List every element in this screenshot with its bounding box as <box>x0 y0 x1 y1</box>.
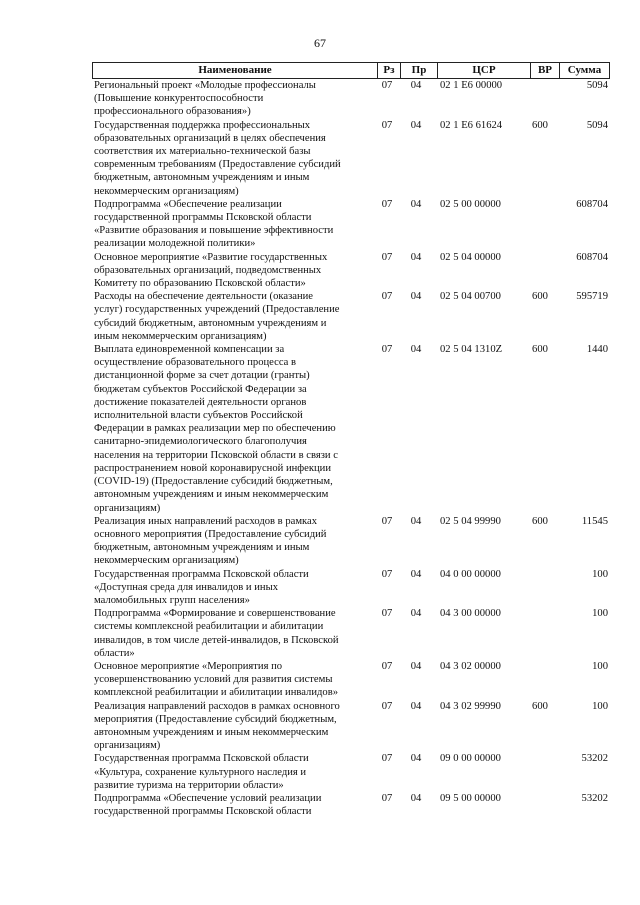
row-name-line: образовательных организаций в целях обеспечения <box>94 132 326 144</box>
row-csr: 02 1 E6 00000 <box>440 80 503 91</box>
row-name-line: иным некоммерческим организациям) <box>94 330 267 342</box>
row-name-line: системы комплексной реабилитации и абилитации <box>94 621 324 633</box>
row-name-line: санитарно-эпидемиологического благополучия <box>94 436 307 448</box>
row-name-line: усовершенствованию условий для развития системы <box>94 674 333 686</box>
table-row <box>92 700 610 753</box>
row-name-line: Подпрограмма «Формирование и совершенствование <box>94 608 336 620</box>
row-rz: 07 <box>381 344 393 356</box>
row-pr: 04 <box>410 753 422 765</box>
row-name-line: Основное мероприятие «Мероприятия по <box>94 660 283 672</box>
row-name-line: (Повышение конкурентоспособности <box>94 93 264 105</box>
row-name-line: основного мероприятия (Предоставление субсидий <box>94 528 327 540</box>
table-row <box>92 290 610 343</box>
row-name-line: области» <box>94 647 135 659</box>
row-pr: 04 <box>410 660 422 672</box>
row-name-line: Комитету по образованию Псковской области» <box>94 278 306 290</box>
row-name-line: автономным учреждениям и иным некоммерческим <box>94 726 329 738</box>
row-csr: 02 5 04 1310Z <box>440 344 503 356</box>
row-sum: 53202 <box>581 753 608 765</box>
row-name-line: Выплата единовременной компенсации за <box>94 344 285 356</box>
row-vr: 600 <box>532 291 548 303</box>
header-sum: Сумма <box>567 64 602 76</box>
row-name <box>92 700 376 753</box>
row-pr: 04 <box>410 251 422 263</box>
row-name-line: «Развитие образования и повышение эффективности <box>94 225 334 237</box>
row-name-line: профессионального образования») <box>94 106 251 118</box>
row-csr: 02 5 04 00700 <box>440 291 501 303</box>
row-name-line: Региональный проект «Молодые профессионалы <box>94 80 316 91</box>
row-name-line: образовательных организаций, подведомственных <box>94 264 322 276</box>
row-rz: 07 <box>381 251 393 263</box>
row-name-line: «Культура, сохранение культурного наследия и <box>94 766 307 778</box>
row-vr <box>526 79 554 119</box>
row-name-line: услуг) государственных учреждений (Предоставление <box>94 304 340 316</box>
row-name-line: комплексной реабилитации и абилитации инвалидов» <box>94 687 338 699</box>
row-sum: 11545 <box>581 515 608 527</box>
row-name-line: распространением новой коронавирусной инфекции <box>94 462 332 474</box>
row-csr: 04 3 00 00000 <box>440 608 501 620</box>
table-row <box>92 568 610 608</box>
row-sum: 53202 <box>581 792 608 804</box>
table-row <box>92 607 610 660</box>
row-name-line: развитие туризма на территории области» <box>94 779 284 791</box>
row-name-line: реализации молодежной политики» <box>94 238 256 250</box>
header-pr: Пр <box>401 63 438 78</box>
table-row <box>92 79 610 119</box>
row-name-line: бюджетным, автономным учреждениям и иным <box>94 542 310 554</box>
row-sum: 100 <box>592 700 608 712</box>
row-rz: 07 <box>381 792 393 804</box>
row-csr: 09 5 00 00000 <box>440 792 501 804</box>
row-name-line: маломобильных групп населения» <box>94 594 250 606</box>
row-sum: 608704 <box>576 198 608 210</box>
row-name-line: осуществление образовательного процесса в <box>94 357 297 369</box>
row-pr: 04 <box>410 608 422 620</box>
row-name <box>92 752 376 792</box>
row-name-line: Основное мероприятие «Развитие государственных <box>94 251 328 263</box>
row-name <box>92 251 376 291</box>
row-vr: 600 <box>532 344 548 356</box>
row-vr <box>526 607 554 660</box>
row-name-line: Реализация иных направлений расходов в рамках <box>94 515 318 527</box>
row-name-line: Государственная поддержка профессиональных <box>94 119 311 131</box>
row-name <box>92 792 376 818</box>
row-name-line: субсидий бюджетным, автономным учреждениям и <box>94 317 327 329</box>
header-rz: Рз <box>378 63 401 78</box>
row-pr: 04 <box>410 700 422 712</box>
row-rz: 07 <box>381 515 393 527</box>
row-name-line: (COVID-19) (Предоставление субсидий бюджетным, <box>94 476 333 488</box>
row-sum: 100 <box>592 608 608 620</box>
row-vr <box>526 752 554 792</box>
table-row <box>92 343 610 515</box>
row-vr <box>526 792 554 818</box>
row-pr: 04 <box>410 792 422 804</box>
row-rz: 07 <box>381 568 393 580</box>
row-name-line: некоммерческим организациям) <box>94 185 239 197</box>
table-header <box>92 62 610 79</box>
row-name-line: инвалидов, в том числе детей-инвалидов, в Псковской <box>94 634 339 646</box>
row-rz: 07 <box>381 119 393 131</box>
row-csr: 04 0 00 00000 <box>440 568 501 580</box>
row-vr: 600 <box>532 515 548 527</box>
table-row <box>92 660 610 700</box>
row-name <box>92 198 376 251</box>
row-pr: 04 <box>410 80 422 91</box>
row-name-line: дистанционной форме за счет дотации (гранты) <box>94 370 310 382</box>
row-name-line: исполнительной власти субъектов Российской <box>94 410 303 422</box>
row-sum: 100 <box>592 568 608 580</box>
row-name-line: организациям) <box>94 502 161 514</box>
row-name-line: Государственная программа Псковской области <box>94 568 309 580</box>
row-name-line: населения на территории Псковской области в связи с <box>94 449 338 461</box>
table-row <box>92 792 610 818</box>
row-name-line: некоммерческим организациям) <box>94 555 239 567</box>
row-pr: 04 <box>410 515 422 527</box>
row-name <box>92 119 376 198</box>
row-name-line: мероприятия (Предоставление субсидий бюджетным, <box>94 713 337 725</box>
page-number: 67 <box>314 36 326 50</box>
row-sum: 100 <box>592 660 608 672</box>
row-sum: 595719 <box>576 291 608 303</box>
row-name-line: бюджетным, автономным учреждениям и иным <box>94 172 310 184</box>
row-vr <box>526 198 554 251</box>
row-csr: 04 3 02 99990 <box>440 700 501 712</box>
table-row <box>92 515 610 568</box>
row-vr: 600 <box>532 119 548 131</box>
row-rz: 07 <box>381 291 393 303</box>
row-csr: 02 1 E6 61624 <box>440 119 503 131</box>
table-row <box>92 119 610 198</box>
row-sum: 608704 <box>576 251 608 263</box>
row-rz: 07 <box>381 660 393 672</box>
row-pr: 04 <box>410 344 422 356</box>
table-row <box>92 198 610 251</box>
row-sum: 5094 <box>586 80 608 91</box>
row-name-line: Подпрограмма «Обеспечение условий реализации <box>94 792 322 804</box>
header-name: Наименование <box>93 63 378 78</box>
row-csr: 09 0 00 00000 <box>440 753 501 765</box>
row-csr: 02 5 04 99990 <box>440 515 501 527</box>
table-body <box>92 79 610 818</box>
row-rz: 07 <box>381 80 393 91</box>
row-csr: 02 5 00 00000 <box>440 198 501 210</box>
row-rz: 07 <box>381 700 393 712</box>
row-sum: 1440 <box>586 344 608 356</box>
row-name-line: организациям) <box>94 740 161 752</box>
row-name-line: автономным учреждениям и иным некоммерческим <box>94 489 329 501</box>
row-rz: 07 <box>381 198 393 210</box>
row-name-line: Государственная программа Псковской области <box>94 753 309 765</box>
table-row <box>92 251 610 291</box>
row-name <box>92 79 376 119</box>
row-name <box>92 515 376 568</box>
table-row <box>92 752 610 792</box>
row-name-line: Расходы на обеспечение деятельности (оказание <box>94 291 313 303</box>
row-name <box>92 290 376 343</box>
row-name-line: современным требованиям (Предоставление субсидий <box>94 159 341 171</box>
row-sum: 5094 <box>586 119 608 131</box>
row-name-line: «Доступная среда для инвалидов и иных <box>94 581 278 593</box>
row-rz: 07 <box>381 608 393 620</box>
row-pr: 04 <box>410 291 422 303</box>
row-name <box>92 343 376 515</box>
row-rz: 07 <box>381 753 393 765</box>
row-pr: 04 <box>410 568 422 580</box>
header-vr: ВР <box>531 63 560 78</box>
row-name-line: Реализация направлений расходов в рамках основного <box>94 700 340 712</box>
row-name <box>92 660 376 700</box>
row-name <box>92 568 376 608</box>
row-name-line: Федерации в рамках реализации мер по обеспечению <box>94 423 336 435</box>
row-name-line: соответствия их материально-технической базы <box>94 146 311 158</box>
row-csr: 02 5 04 00000 <box>440 251 501 263</box>
row-name-line: государственной программы Псковской области <box>94 212 312 224</box>
row-vr <box>526 660 554 700</box>
row-csr: 04 3 02 00000 <box>440 660 501 672</box>
row-vr <box>526 568 554 608</box>
budget-table <box>92 62 610 818</box>
row-vr: 600 <box>532 700 548 712</box>
row-name <box>92 607 376 660</box>
row-pr: 04 <box>410 119 422 131</box>
header-csr: ЦСР <box>438 63 531 78</box>
row-pr: 04 <box>410 198 422 210</box>
row-name-line: Подпрограмма «Обеспечение реализации <box>94 198 282 210</box>
row-vr <box>526 251 554 291</box>
row-name-line: бюджетам субъектов Российской Федерации за <box>94 383 307 395</box>
row-name-line: достижение показателей деятельности органов <box>94 396 307 408</box>
row-name-line: государственной программы Псковской области <box>94 806 312 818</box>
